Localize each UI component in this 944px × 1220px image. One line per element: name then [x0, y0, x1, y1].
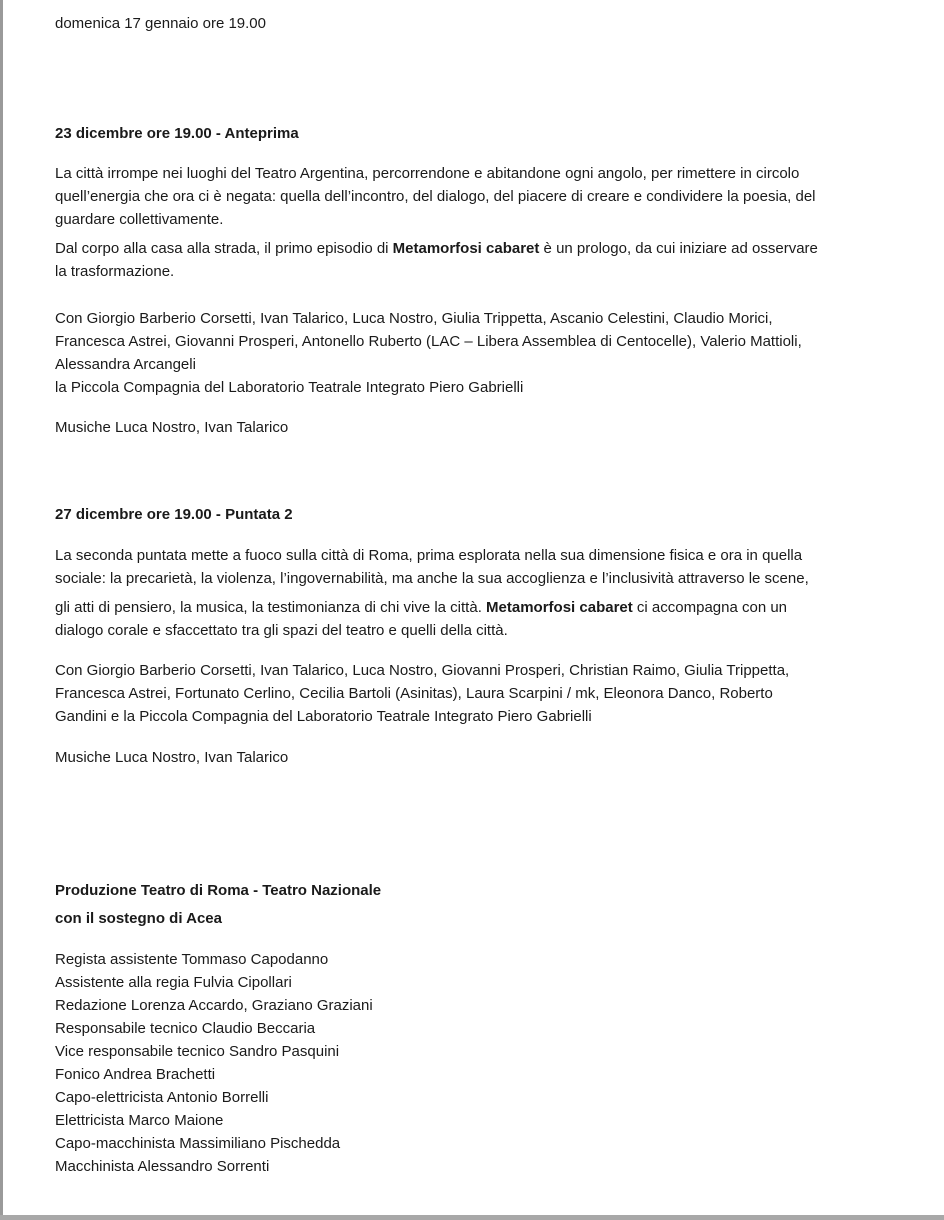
credits-list	[55, 948, 373, 1178]
production-line: Produzione Teatro di Roma - Teatro Nazionale	[55, 882, 382, 899]
show-title-bold: Metamorfosi cabaret	[392, 240, 540, 257]
episode1-intro	[55, 162, 816, 231]
cast-line: la Piccola Compagnia del Laboratorio Teatrale Integrato Piero Gabrielli	[55, 379, 524, 396]
credit-item: Fonico Andrea Brachetti	[55, 1066, 216, 1083]
paragraph-line: la trasformazione.	[55, 263, 175, 280]
paragraph-line: sociale: la precarietà, la violenza, l’ingovernabilità, ma anche la sua accoglienza e l’inclusività attraverso le scene,	[55, 570, 809, 587]
window-bottom-border	[0, 1215, 944, 1220]
paragraph-line: La seconda puntata mette a fuoco sulla città di Roma, prima esplorata nella sua dimensione fisica e ora in quella	[55, 547, 803, 564]
text-run: ci accompagna con un	[632, 599, 788, 616]
credit-item: Redazione Lorenza Accardo, Graziano Graziani	[55, 997, 373, 1014]
episode2-desc-a	[55, 544, 809, 590]
episode1-cast	[55, 307, 802, 399]
credit-item: Macchinista Alessandro Sorrenti	[55, 1158, 270, 1175]
paragraph-line: dialogo corale e sfaccettato tra gli spazi del teatro e quelli della città.	[55, 622, 508, 639]
credit-item: Assistente alla regia Fulvia Cipollari	[55, 974, 292, 991]
paragraph-line	[55, 596, 787, 619]
paragraph-line: quell’energia che ora ci è negata: quella dell’incontro, del dialogo, del piacere di creare e condividere la poesia, del	[55, 188, 816, 205]
paragraph-line	[55, 237, 818, 260]
credit-item: Elettricista Marco Maione	[55, 1112, 224, 1129]
credit-item: Capo-elettricista Antonio Borrelli	[55, 1089, 269, 1106]
credit-item: Capo-macchinista Massimiliano Pischedda	[55, 1135, 341, 1152]
episode2-music: Musiche Luca Nostro, Ivan Talarico	[55, 749, 289, 766]
cast-line: Con Giorgio Barberio Corsetti, Ivan Talarico, Luca Nostro, Giulia Trippetta, Ascanio Celestini, Claudio Morici,	[55, 310, 773, 327]
cast-line: Gandini e la Piccola Compagnia del Laboratorio Teatrale Integrato Piero Gabrielli	[55, 708, 592, 725]
cast-line: Francesca Astrei, Fortunato Cerlino, Cecilia Bartoli (Asinitas), Laura Scarpini / mk, Eleonora Danco, Roberto	[55, 685, 773, 702]
cast-line: Alessandra Arcangeli	[55, 356, 196, 373]
credit-item: Responsabile tecnico Claudio Beccaria	[55, 1020, 316, 1037]
episode1-heading: 23 dicembre ore 19.00 - Anteprima	[55, 125, 299, 142]
window-left-border	[0, 0, 3, 1220]
show-title-bold: Metamorfosi cabaret	[486, 599, 633, 616]
episode2-heading: 27 dicembre ore 19.00 - Puntata 2	[55, 506, 293, 523]
paragraph-line: La città irrompe nei luoghi del Teatro Argentina, percorrendone e abitandone ogni angolo, per rimettere in circolo	[55, 165, 800, 182]
credit-item: Regista assistente Tommaso Capodanno	[55, 951, 329, 968]
episode2-desc-b	[55, 596, 787, 642]
episode1-music: Musiche Luca Nostro, Ivan Talarico	[55, 419, 289, 436]
top-date: domenica 17 gennaio ore 19.00	[55, 15, 266, 32]
episode2-cast	[55, 659, 789, 728]
text-run: gli atti di pensiero, la musica, la testimonianza di chi vive la città.	[55, 599, 487, 616]
sponsor-line: con il sostegno di Acea	[55, 910, 222, 927]
paragraph-line: guardare collettivamente.	[55, 211, 224, 228]
credit-item: Vice responsabile tecnico Sandro Pasquini	[55, 1043, 340, 1060]
text-run: è un prologo, da cui iniziare ad osservare	[539, 240, 818, 257]
cast-line: Con Giorgio Barberio Corsetti, Ivan Talarico, Luca Nostro, Giovanni Prosperi, Christian Raimo, Giulia Trippetta,	[55, 662, 790, 679]
episode1-prologue	[55, 237, 818, 283]
text-run: Dal corpo alla casa alla strada, il primo episodio di	[55, 240, 393, 257]
cast-line: Francesca Astrei, Giovanni Prosperi, Antonello Ruberto (LAC – Libera Assemblea di Centocelle), Valerio Mattioli,	[55, 333, 802, 350]
